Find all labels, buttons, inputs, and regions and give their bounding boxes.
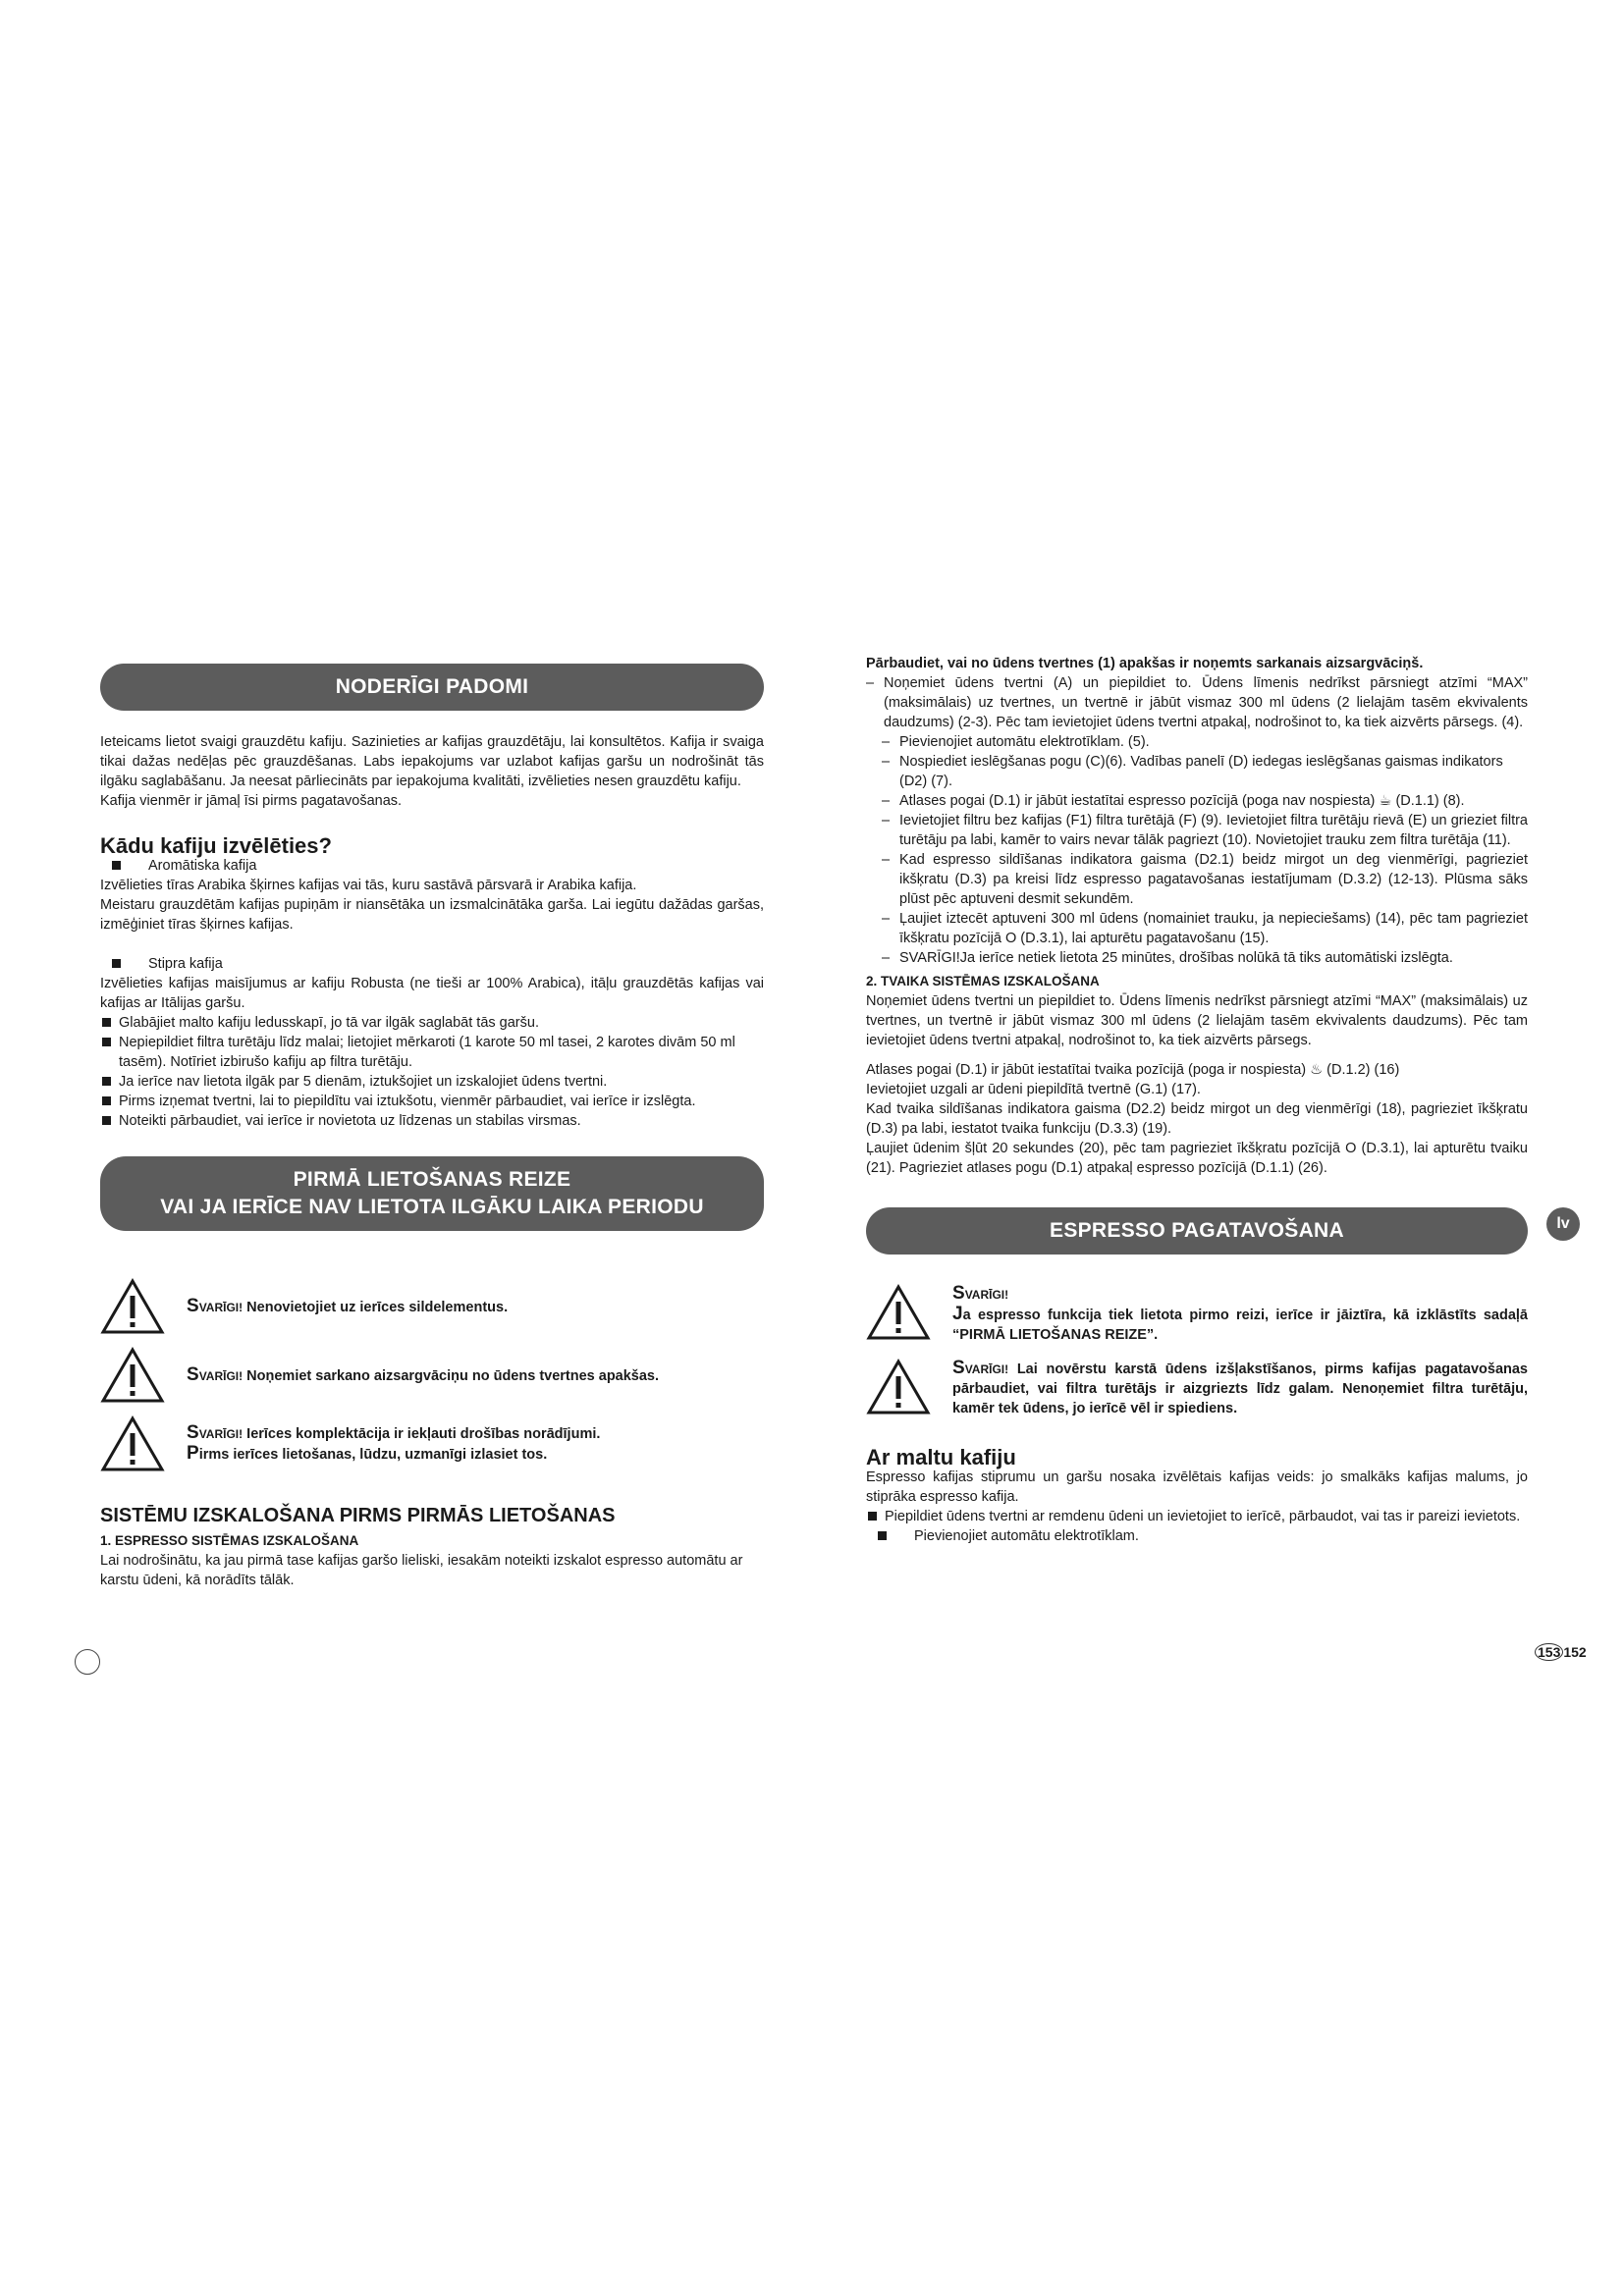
page-number-152: 152 <box>1563 1644 1587 1660</box>
step-item: – SVARĪGI!Ja ierīce netiek lietota 25 minūtes, drošības nolūkā tā tiks automātiski izslēgta. <box>882 950 1453 966</box>
step-item: – Noņemiet ūdens tvertni (A) un piepildiet to. Ūdens līmenis nedrīkst pārsniegt atzīmi “MAX” (maksimālais) uz tvertnes, un tvertnē ir jābūt vismaz 300 ml ūdens (2 lielajām tasēm ekvivalents daudzums) (2-3). Pēc tam ievietojiet ūdens tvertni atpakaļ, nodrošinot to, ka tiek aizvērts pārsegs. (4). <box>866 675 1528 730</box>
step-item: – Nospiediet ieslēgšanas pogu (C)(6). Vadības panelī (D) iedegas ieslēgšanas gaismas indikators (D2) (7). <box>882 754 1503 789</box>
espresso-prep-banner: ESPRESSO PAGATAVOŠANA <box>866 1207 1528 1255</box>
steam-p5: Ļaujiet ūdenim šļūt 20 sekundes (20), pēc tam pagrieziet īkšķratu pozīcijā O (D.3.1), lai apturētu tvaiku (21). Pagrieziet atlases pogu (D.1) atpakaļ espresso pozīcijā (D.1.1) (26). <box>866 1141 1528 1176</box>
right-column <box>866 654 1528 1546</box>
warning-3: SVARĪGI! Ierīces komplektācija ir iekļauti drošības norādījumi. Pirms ierīces lietošanas, lūdzu, uzmanīgi izlasiet tos. <box>100 1415 764 1472</box>
bullet-square-icon <box>112 861 121 870</box>
strong-p1: Izvēlieties kafijas maisījumus ar kafiju Robusta (ne tieši ar 100% Arabica), itāļu grauzdētās kafijas vai kafijas ar Itālijas garšu. <box>100 976 764 1011</box>
tip-item: Pirms izņemat tvertni, lai to piepildītu vai iztukšotu, vienmēr pārbaudiet, vai ierīce ir izslēgta. <box>100 1092 764 1111</box>
aromatic-p1: Izvēlieties tīras Arabika šķirnes kafijas vai tās, kuru sastāvā pārsvarā ir Arabika kafija. <box>100 878 637 893</box>
steam-rinse-heading: 2. TVAIKA SISTĒMAS IZSKALOŠANA <box>866 974 1100 988</box>
step-item: – Pievienojiet automātu elektrotīklam. (5). <box>882 734 1150 750</box>
rinse-paragraph: Lai nodrošinātu, ka jau pirmā tase kafijas garšo lieliski, iesakām noteikti izskalot espresso automātu ar karstu ūdeni, kā norādīts tālāk. <box>100 1553 743 1588</box>
warning-triangle-icon <box>100 1278 165 1335</box>
first-use-banner <box>100 1156 764 1231</box>
bullet-square-icon <box>878 1531 887 1540</box>
tip-item: Ja ierīce nav lietota ilgāk par 5 dienām, iztukšojiet un izskalojiet ūdens tvertni. <box>100 1072 764 1092</box>
registration-circle <box>75 1649 100 1675</box>
tip-item: Glabājiet malto kafiju ledusskapī, jo tā var ilgāk saglabāt tās garšu. <box>100 1013 764 1033</box>
step-item: – Atlases pogai (D.1) ir jābūt iestatītai espresso pozīcijā (poga nav nospiesta) ☕ (D.1.1) (8). <box>882 793 1465 809</box>
ground-bullet-1: Piepildiet ūdens tvertni ar remdenu ūdeni un ievietojiet to ierīcē, pārbaudot, vai tas ir pareizi ievietots. <box>866 1507 1528 1526</box>
page-numbers <box>1535 1643 1587 1661</box>
warning-triangle-icon <box>866 1284 931 1341</box>
bullet-square-icon <box>102 1038 111 1046</box>
bullet-square-icon <box>102 1096 111 1105</box>
check-cap-text: Pārbaudiet, vai no ūdens tvertnes (1) apakšas ir noņemts sarkanais aizsargvāciņš. <box>866 656 1424 671</box>
choose-coffee-heading: Kādu kafiju izvēlēties? <box>100 833 332 858</box>
warning-hot-water: SVARĪGI! Lai novērstu karstā ūdens izšļakstīšanos, pirms kafijas pagatavošanas pārbaudiet, vai filtra turētājs ir aizgriezts līdz galam. Nenoņemiet filtra turētāju, kamēr tek ūdens, jo ierīcē vēl ir spiediens. <box>866 1359 1528 1418</box>
aromatic-p2: Meistaru grauzdētām kafijas pupiņām ir niansētāka un izsmalcinātāka garša. Lai iegūtu dažādas garšas, izmēģiniet tīras šķirnes kafijas. <box>100 897 764 933</box>
useful-tips-banner: NODERĪGI PADOMI <box>100 664 764 711</box>
warning-1: SVARĪGI! Nenovietojiet uz ierīces sildelementus. <box>100 1278 764 1335</box>
strong-title: Stipra kafija <box>148 956 223 972</box>
rinse-espresso-heading: 1. ESPRESSO SISTĒMAS IZSKALOŠANA <box>100 1533 359 1548</box>
step-item: – Ļaujiet iztecēt aptuveni 300 ml ūdens (nomainiet trauku, ja nepieciešams) (14), pēc tam pagrieziet īkšķratu pozīcijā O (D.3.1), lai apturētu pagatavošanu (15). <box>882 911 1528 946</box>
steam-p2: Atlases pogai (D.1) ir jābūt iestatītai tvaika pozīcijā (poga ir nospiesta) ♨ (D.1.2) (16) <box>866 1062 1400 1078</box>
tip-item: Nepiepildiet filtra turētāju līdz malai; lietojiet mērkaroti (1 karote 50 ml tasei, 2 karotes divām 50 ml tasēm). Notīriet izbirušo kafiju ap filtra turētāju. <box>100 1033 764 1072</box>
ground-coffee-heading: Ar maltu kafiju <box>866 1445 1016 1469</box>
left-column <box>100 664 764 1590</box>
first-use-banner-line1: PIRMĀ LIETOŠANAS REIZE <box>293 1168 571 1191</box>
warning-triangle-icon <box>100 1347 165 1404</box>
ground-bullet-2: Pievienojiet automātu elektrotīklam. <box>866 1526 1528 1546</box>
first-use-banner-line2: VAI JA IERĪCE NAV LIETOTA ILGĀKU LAIKA PERIODU <box>160 1196 704 1218</box>
page-number-153: 153 <box>1535 1643 1563 1661</box>
steam-p1: Noņemiet ūdens tvertni un piepildiet to. Ūdens līmenis nedrīkst pārsniegt atzīmi “MAX” (maksimālais) uz tvertnes, un tvertnē ir jābūt vismaz 300 ml ūdens (2 lielajām tasēm ekvivalents daudzums). Pēc tam ievietojiet ūdens tvertni atpakaļ, nodrošinot to, ka tiek aizvērts pārsegs. <box>866 993 1528 1048</box>
bullet-square-icon <box>102 1077 111 1086</box>
intro-paragraph-2: Kafija vienmēr ir jāmaļ īsi pirms pagatavošanas. <box>100 793 403 809</box>
warning-2: SVARĪGI! Noņemiet sarkano aizsargvāciņu no ūdens tvertnes apakšas. <box>100 1347 764 1404</box>
bullet-square-icon <box>102 1018 111 1027</box>
warning-first-use: SVARĪGI! Ja espresso funkcija tiek lietota pirmo reizi, ierīce ir jāiztīra, kā izklāstīts sadaļā “PIRMĀ LIETOŠANAS REIZE”. <box>866 1284 1528 1345</box>
steam-p3: Ievietojiet uzgali ar ūdeni piepildītā tvertnē (G.1) (17). <box>866 1082 1201 1097</box>
step-item: – Ievietojiet filtru bez kafijas (F1) filtra turētājā (F) (9). Ievietojiet filtra turētāju rievā (E) un grieziet filtra turētāju pa labi, kamēr to vairs nevar tālāk pagriezt (10). Novietojiet trauku zem filtra turētāja (11). <box>882 813 1528 848</box>
aromatic-title: Aromātiska kafija <box>148 858 257 874</box>
tip-item: Noteikti pārbaudiet, vai ierīce ir novietota uz līdzenas un stabilas virsmas. <box>100 1111 764 1131</box>
ground-paragraph: Espresso kafijas stiprumu un garšu nosaka izvēlētais kafijas veids: jo smalkāks kafijas malums, jo stiprāka espresso kafija. <box>866 1469 1528 1505</box>
intro-paragraph: Ieteicams lietot svaigi grauzdētu kafiju. Sazinieties ar kafijas grauzdētāju, lai konsultētos. Kafija ir svaiga tikai dažas nedēļas pēc grauzdēšanas. Labs iepakojums var uzlabot kafijas garšu un nodrošināt tās ilgāku saglabāšanu. Ja neesat pārliecināts par iepakojuma kvalitāti, izvēlieties nesen grauzdētu kafiju. <box>100 734 764 789</box>
bullet-square-icon <box>112 959 121 968</box>
language-tab: lv <box>1546 1207 1580 1241</box>
bullet-square-icon <box>102 1116 111 1125</box>
step-item: – Kad espresso sildīšanas indikatora gaisma (D2.1) beidz mirgot un deg vienmērīgi, pagrieziet ikšķratu (D.3) pa kreisi līdz espresso pagatavošanas iestatījumam (D.3.2) (12-13). Plūsma sāks plūst pēc aptuveni desmit sekundēm. <box>882 852 1528 907</box>
bullet-square-icon <box>868 1512 877 1521</box>
rinse-heading: SISTĒMU IZSKALOŠANA PIRMS PIRMĀS LIETOŠANAS <box>100 1505 616 1526</box>
warning-triangle-icon <box>866 1359 931 1415</box>
warning-triangle-icon <box>100 1415 165 1472</box>
steam-p4: Kad tvaika sildīšanas indikatora gaisma (D2.2) beidz mirgot un deg vienmērīgi (18), pagrieziet īkšķratu (D.3) pa labi, iestatot tvaika funkciju (D.3.3) (19). <box>866 1101 1528 1137</box>
